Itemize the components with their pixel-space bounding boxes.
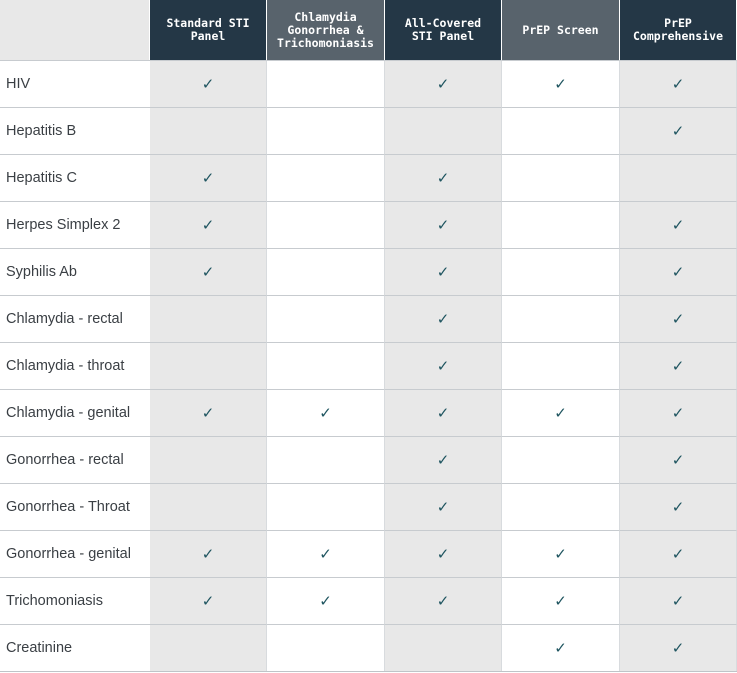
table-cell (267, 201, 385, 248)
table-cell (620, 342, 737, 389)
table-cell (620, 248, 737, 295)
table-cell (502, 436, 620, 483)
checkmark-icon: ✓ (436, 497, 450, 516)
row-label-hepatitis-c: Hepatitis C (0, 154, 150, 201)
table-cell (150, 577, 267, 624)
checkmark-icon: ✓ (671, 403, 685, 422)
table-cell (150, 107, 267, 154)
table-cell (385, 483, 502, 530)
checkmark-icon: ✓ (671, 591, 685, 610)
checkmark-icon: ✓ (201, 74, 215, 93)
checkmark-icon: ✓ (554, 544, 567, 563)
table-cell (267, 436, 385, 483)
table-cell (385, 154, 502, 201)
table-cell (502, 342, 620, 389)
checkmark-icon: ✓ (201, 403, 215, 422)
checkmark-icon: ✓ (671, 638, 685, 657)
checkmark-icon: ✓ (436, 74, 450, 93)
checkmark-icon: ✓ (554, 591, 567, 610)
table-cell (620, 154, 737, 201)
checkmark-icon: ✓ (436, 309, 450, 328)
table-cell (385, 389, 502, 436)
table-cell (267, 154, 385, 201)
checkmark-icon: ✓ (671, 544, 685, 563)
table-cell (502, 483, 620, 530)
table-cell (150, 530, 267, 577)
row-label-syphilis-ab: Syphilis Ab (0, 248, 150, 295)
column-header-4: PrEP Screen (502, 0, 620, 60)
table-cell (150, 624, 267, 671)
table-cell (150, 483, 267, 530)
row-label-chlamydia-genital: Chlamydia - genital (0, 389, 150, 436)
checkmark-icon: ✓ (671, 215, 685, 234)
table-cell (267, 624, 385, 671)
table-cell (502, 248, 620, 295)
checkmark-icon: ✓ (436, 544, 450, 563)
checkmark-icon: ✓ (436, 262, 450, 281)
table-cell (385, 248, 502, 295)
checkmark-icon: ✓ (436, 591, 450, 610)
table-cell (385, 577, 502, 624)
table-cell (150, 389, 267, 436)
table-cell (150, 201, 267, 248)
checkmark-icon: ✓ (201, 544, 215, 563)
table-cell (502, 577, 620, 624)
table-cell (385, 60, 502, 107)
checkmark-icon: ✓ (319, 544, 332, 563)
table-cell (620, 530, 737, 577)
row-label-gonorrhea-throat: Gonorrhea - Throat (0, 483, 150, 530)
row-label-gonorrhea-genital: Gonorrhea - genital (0, 530, 150, 577)
table-cell (150, 436, 267, 483)
checkmark-icon: ✓ (319, 591, 332, 610)
table-cell (267, 107, 385, 154)
table-cell (385, 295, 502, 342)
checkmark-icon: ✓ (671, 356, 685, 375)
checkmark-icon: ✓ (436, 356, 450, 375)
checkmark-icon: ✓ (671, 262, 685, 281)
checkmark-icon: ✓ (671, 74, 685, 93)
table-cell (620, 201, 737, 248)
table-cell (150, 295, 267, 342)
table-cell (502, 389, 620, 436)
table-cell (620, 577, 737, 624)
table-cell (385, 530, 502, 577)
checkmark-icon: ✓ (201, 168, 215, 187)
checkmark-icon: ✓ (436, 403, 450, 422)
table-cell (502, 530, 620, 577)
table-cell (267, 483, 385, 530)
row-label-chlamydia-throat: Chlamydia - throat (0, 342, 150, 389)
table-cell (502, 624, 620, 671)
row-label-creatinine: Creatinine (0, 624, 150, 671)
checkmark-icon: ✓ (554, 403, 567, 422)
row-label-herpes-simplex-2: Herpes Simplex 2 (0, 201, 150, 248)
checkmark-icon: ✓ (201, 215, 215, 234)
table-cell (385, 436, 502, 483)
table-cell (267, 60, 385, 107)
table-cell (620, 107, 737, 154)
checkmark-icon: ✓ (436, 215, 450, 234)
checkmark-icon: ✓ (554, 74, 567, 93)
table-cell (502, 295, 620, 342)
table-cell (620, 60, 737, 107)
table-cell (385, 107, 502, 154)
checkmark-icon: ✓ (671, 450, 685, 469)
table-cell (150, 154, 267, 201)
checkmark-icon: ✓ (436, 450, 450, 469)
table-cell (620, 436, 737, 483)
table-cell (620, 389, 737, 436)
table-cell (620, 483, 737, 530)
table-cell (385, 342, 502, 389)
checkmark-icon: ✓ (319, 403, 332, 422)
table-cell (267, 342, 385, 389)
table-cell (385, 624, 502, 671)
table-cell (150, 342, 267, 389)
table-cell (267, 389, 385, 436)
checkmark-icon: ✓ (671, 497, 685, 516)
table-cell (150, 248, 267, 295)
checkmark-icon: ✓ (554, 638, 567, 657)
table-cell (267, 530, 385, 577)
checkmark-icon: ✓ (201, 591, 215, 610)
column-header-1: Standard STI Panel (150, 0, 267, 60)
table-cell (502, 107, 620, 154)
column-header-5: PrEP Comprehensive (620, 0, 737, 60)
table-cell (150, 60, 267, 107)
row-label-hiv: HIV (0, 60, 150, 107)
table-cell (502, 60, 620, 107)
column-header-2: Chlamydia Gonorrhea & Trichomoniasis (267, 0, 385, 60)
checkmark-icon: ✓ (201, 262, 215, 281)
table-cell (267, 295, 385, 342)
row-label-chlamydia-rectal: Chlamydia - rectal (0, 295, 150, 342)
table-cell (502, 154, 620, 201)
row-label-gonorrhea-rectal: Gonorrhea - rectal (0, 436, 150, 483)
row-label-trichomoniasis: Trichomoniasis (0, 577, 150, 624)
table-cell (385, 201, 502, 248)
checkmark-icon: ✓ (671, 309, 685, 328)
checkmark-icon: ✓ (671, 121, 685, 140)
table-corner (0, 0, 150, 60)
column-header-3: All-Covered STI Panel (385, 0, 502, 60)
checkmark-icon: ✓ (436, 168, 450, 187)
row-label-hepatitis-b: Hepatitis B (0, 107, 150, 154)
table-cell (267, 248, 385, 295)
table-cell (620, 624, 737, 671)
table-cell (502, 201, 620, 248)
table-cell (620, 295, 737, 342)
table-cell (267, 577, 385, 624)
